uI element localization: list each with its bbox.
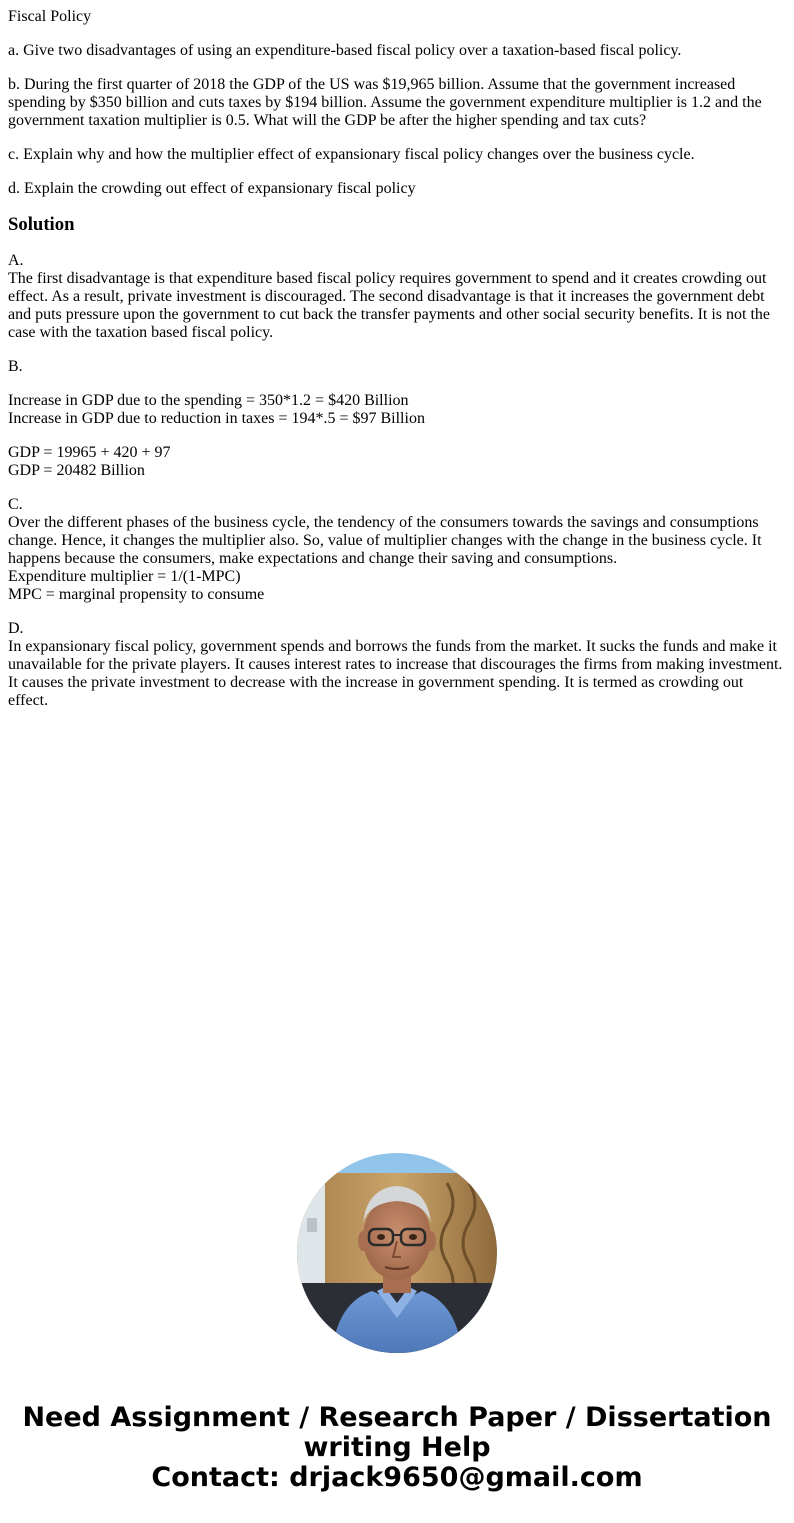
question-part-d: d. Explain the crowding out effect of expansionary fiscal policy — [8, 180, 416, 197]
promo-line-1: Need Assignment / Research Paper / Dissertation — [22, 1402, 772, 1433]
author-portrait-image — [297, 1153, 497, 1353]
solution-c-label: C. — [8, 496, 23, 513]
question-part-c: c. Explain why and how the multiplier effect of expansionary fiscal policy changes over the business cycle. — [8, 146, 695, 163]
solution-b-result — [8, 444, 786, 480]
solution-c-formula: Expenditure multiplier = 1/(1-MPC) — [8, 568, 241, 585]
solution-b-line-1: Increase in GDP due to the spending = 350*1.2 = $420 Billion — [8, 392, 409, 409]
question-part-a: a. Give two disadvantages of using an expenditure-based fiscal policy over a taxation-based fiscal policy. — [8, 42, 682, 59]
author-photo — [297, 1153, 497, 1353]
solution-b-line-4: GDP = 20482 Billion — [8, 462, 145, 479]
promo-contact[interactable]: Contact: drjack9650@gmail.com — [151, 1462, 643, 1493]
solution-a — [8, 252, 786, 342]
promo-line-2: writing Help — [303, 1432, 491, 1463]
solution-b-line-2: Increase in GDP due to reduction in taxes = 194*.5 = $97 Billion — [8, 410, 425, 427]
solution-b-calculations — [8, 392, 786, 428]
solution-d — [8, 620, 786, 710]
solution-d-text: In expansionary fiscal policy, government spends and borrows the funds from the market. It sucks the funds and make it unavailable for the private players. It causes interest rates to increase that discourages the firms from making investment. It causes the private investment to decrease with the increase in government spending. It is termed as crowding out effect. — [8, 638, 783, 709]
document-body — [8, 8, 786, 726]
solution-c-definition: MPC = marginal propensity to consume — [8, 586, 265, 603]
solution-b-line-3: GDP = 19965 + 420 + 97 — [8, 444, 171, 461]
promo-banner — [0, 1403, 794, 1493]
question-title: Fiscal Policy — [8, 8, 92, 25]
solution-c-text: Over the different phases of the business cycle, the tendency of the consumers towards the savings and consumptions change. Hence, it changes the multiplier also. So, value of multiplier changes with the change in the business cycle. It happens because the consumers, make expectations and change their saving and consumptions. — [8, 514, 762, 567]
solution-a-label: A. — [8, 252, 24, 269]
solution-b-label: B. — [8, 358, 23, 375]
question-part-b: b. During the first quarter of 2018 the GDP of the US was $19,965 billion. Assume that the government increased spending by $350 billion and cuts taxes by $194 billion. Assume the government expenditure multiplier is 1.2 and the government taxation multiplier is 0.5. What will the GDP be after the higher spending and tax cuts? — [8, 76, 762, 129]
solution-a-text: The first disadvantage is that expenditure based fiscal policy requires government to spend and it creates crowding out effect. As a result, private investment is discouraged. The second disadvantage is that it increases the government debt and puts pressure upon the government to cut back the transfer payments and other social security benefits. It is not the case with the taxation based fiscal policy. — [8, 270, 771, 341]
solution-c — [8, 496, 786, 604]
solution-heading: Solution — [8, 214, 75, 235]
solution-d-label: D. — [8, 620, 24, 637]
